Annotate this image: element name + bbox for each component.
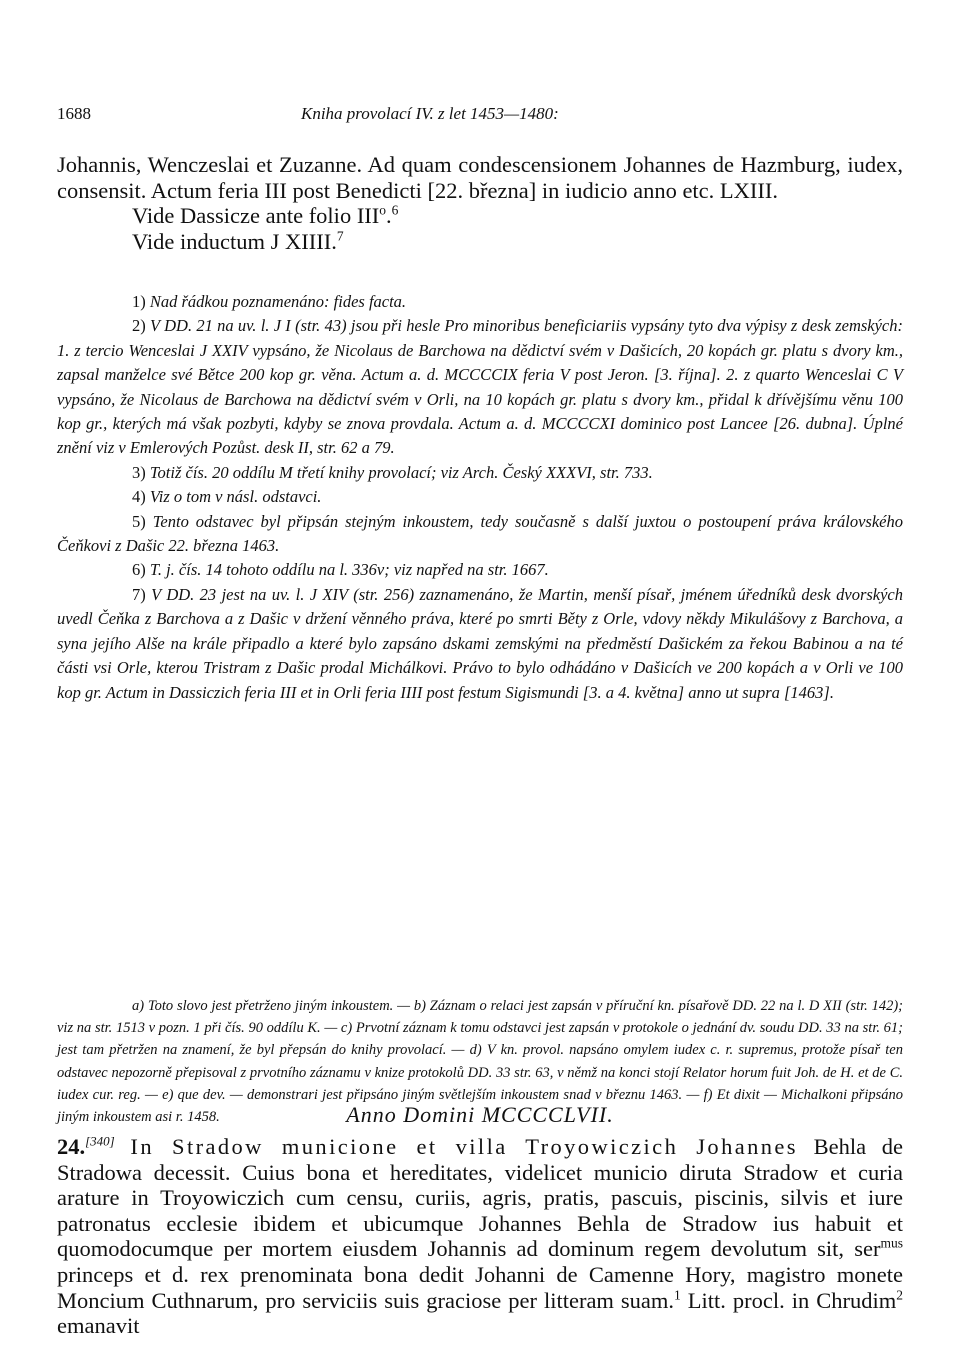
running-title: Kniha provolací IV. z let 1453—1480: bbox=[301, 104, 559, 123]
footnote-text: Totiž čís. 20 oddílu M třetí knihy provolací; viz Arch. Český XXXVI, str. 733. bbox=[149, 462, 653, 482]
footnote-2 bbox=[57, 314, 903, 460]
footnote-label: 4) bbox=[132, 487, 146, 507]
footnote-label: 1) bbox=[132, 292, 146, 311]
footnote-marker: 1 bbox=[674, 1287, 681, 1303]
footnote-text: V DD. 21 na uv. l. J I (str. 43) jsou při hesle Pro minoribus beneficiariis vypsány tyto dva výpisy z desk zemských: 1. z tercio Wenceslai J XXIV vypsáno, že Nicolaus de Barchowa na dědictví svém v Dašicích, 20 kopách gr. platu s dvory km., zapsal manželce své Bětce 200 kop gr. věna. Actum a. d. MCCCCIX feria V post Jeron. [3. října]. 2. z quarto Wenceslai C V vypsáno, že Nicolaus de Barchowa na dědictví svém v Orli, na 10 kopách gr. platu s dvory km., přidal k dřívějšímu věnu 100 kop gr., kterých má však pozbyti, kdyby se znova provdala. Actum a. d. MCCCCXI dominico post Lancee [26. dubna]. Úplné znění viz v Emlerových Pozůst. desk II, str. 62 a 79. bbox=[57, 316, 903, 458]
footnote-text: V DD. 23 jest na uv. l. J XIV (str. 256) zaznamenáno, že Martin, menší písař, jménem úředníků desk dvorských uvedl Čeňka z Barchova a z Dašic v držení věnného práva, které po smrti Běty z Orle, vdovy někdy Mikulášovy z Barchova, a syna jejího Alše na krále připadlo a které bylo zapsáno dskami zemskými na předměstí Dašickém za řekou Babinou a na té části vsi Orle, kterou Tristram z Dašic prodal Michálkovi. Právo to bylo odhádáno v Dašicích ve 200 kopách a v Orli ve 100 kop gr. Actum in Dassiczich feria III et in Orli feria IIII post festum Sigismundi [3. a 4. května] anno ut supra [1463]. bbox=[57, 584, 904, 702]
year-heading: Anno Domini MCCCCLVII. bbox=[346, 1102, 614, 1127]
footnote-label: 3) bbox=[132, 462, 146, 482]
footnote-label: 7) bbox=[132, 584, 146, 604]
footnote-marker: 2 bbox=[896, 1287, 903, 1303]
entry-lead-spaced: In Stradow municione et villa Troyowiczich Johannes bbox=[130, 1134, 798, 1159]
footnote-5 bbox=[57, 510, 903, 559]
ordinal-superscript: o bbox=[379, 202, 387, 218]
title-superscript: mus bbox=[880, 1235, 903, 1251]
footnote-text: Tento odstavec byl připsán stejným inkoustem, tedy současně s další juxtou o postoupení práva královského Čeňkovi z Dašic 22. března 1463. bbox=[57, 511, 904, 556]
entry-text-end: emanavit bbox=[57, 1313, 140, 1339]
variant-notes-text: a) Toto slovo jest přetrženo jiným inkoustem. — b) Záznam o relaci jest zapsán v příruční kn. písařově DD. 22 na l. D XII (str. 142); viz na str. 1513 v pozn. 1 při čís. 90 oddílu K. — c) Prvotní záznam k tomu odstavci jest zapsán v protokole o jednání dv. soudu DD. 33 na str. 61; jest tam přetržen na znamení, že byl přepsán do knihy provolací. — d) V kn. provol. napsáno omylem iudex c. r. supremus, protože písař ten odstavec nepozorně přepisoval z prvotního záznamu v knize protokolů DD. 33 str. 63, v němž na konci stojí Relator horum fuit Joh. de H. et de C. iudex cur. reg. — e) que dev. — demonstrari jest připsáno jiným světlejším inkoustem snad v březnu 1463. — f) Et dixit — Michalkoni připsáno jiným inkoustem asi r. 1458. bbox=[57, 998, 903, 1126]
inductum-line bbox=[57, 229, 903, 255]
entry-24 bbox=[57, 1134, 903, 1339]
cross-reference-text: Vide Dassicze ante folio III bbox=[132, 203, 380, 228]
page-number: 1688 bbox=[57, 104, 91, 123]
page-header bbox=[57, 104, 903, 128]
entry-number: 24. bbox=[57, 1134, 86, 1159]
footnote-1 bbox=[57, 290, 903, 314]
footnote-text: Nad řádkou poznamenáno: fides facta. bbox=[149, 292, 407, 311]
footnote-text: Viz o tom v násl. odstavci. bbox=[149, 487, 322, 507]
inductum-text: Vide inductum J XIIII. bbox=[132, 228, 337, 254]
main-text bbox=[57, 152, 903, 254]
footnote-marker: 6 bbox=[391, 202, 399, 218]
entry-paragraph bbox=[57, 1134, 903, 1339]
entry-text: Behla de Stradowa decessit. Cuius bona et hereditates, videlicet municio diruta Stradow et curia arature in Troyowiczich cum censu, curiis, agris, pratis, pascuis, piscinis, silvis et iure patronatus ecclesie ibidem et ubicumque Johannes Behla de Stradow ius habuit et quomodocumque per mortem eiusdem Johannis ad dominum regem devolutum sit, ser bbox=[57, 1134, 904, 1262]
footnote-label: 5) bbox=[132, 511, 146, 531]
footnote-label: 2) bbox=[132, 316, 146, 336]
footnote-3 bbox=[57, 461, 903, 485]
footnote-label: 6) bbox=[132, 560, 146, 580]
entry-text-continued: princeps et d. rex prenominata bona dedit Johanni de Camenne Hory, magistro monete Moncium Cuthnarum, pro serviciis suis graciose per litteram suam. bbox=[57, 1261, 903, 1313]
entry-text-proclamation: Litt. procl. in Chrudim bbox=[687, 1287, 897, 1313]
footnote-4 bbox=[57, 485, 903, 509]
paragraph-continuation: Johannis, Wenczeslai et Zuzanne. Ad quam condescensionem Johannes de Hazmburg, iudex, consensit. Actum feria III post Benedicti [22. března] in iudicio anno etc. LXIII. bbox=[57, 152, 903, 203]
footnote-7 bbox=[57, 583, 903, 705]
footnote-marker: 7 bbox=[336, 228, 344, 243]
footnotes bbox=[57, 290, 903, 705]
folio-reference: [340] bbox=[85, 1133, 115, 1149]
footnote-text: T. j. čís. 14 tohoto oddílu na l. 336v; viz napřed na str. 1667. bbox=[149, 560, 549, 580]
footnote-6 bbox=[57, 558, 903, 582]
cross-reference-line: Vide Dassicze ante folio III$^o$.$^6$ bbox=[132, 202, 399, 228]
